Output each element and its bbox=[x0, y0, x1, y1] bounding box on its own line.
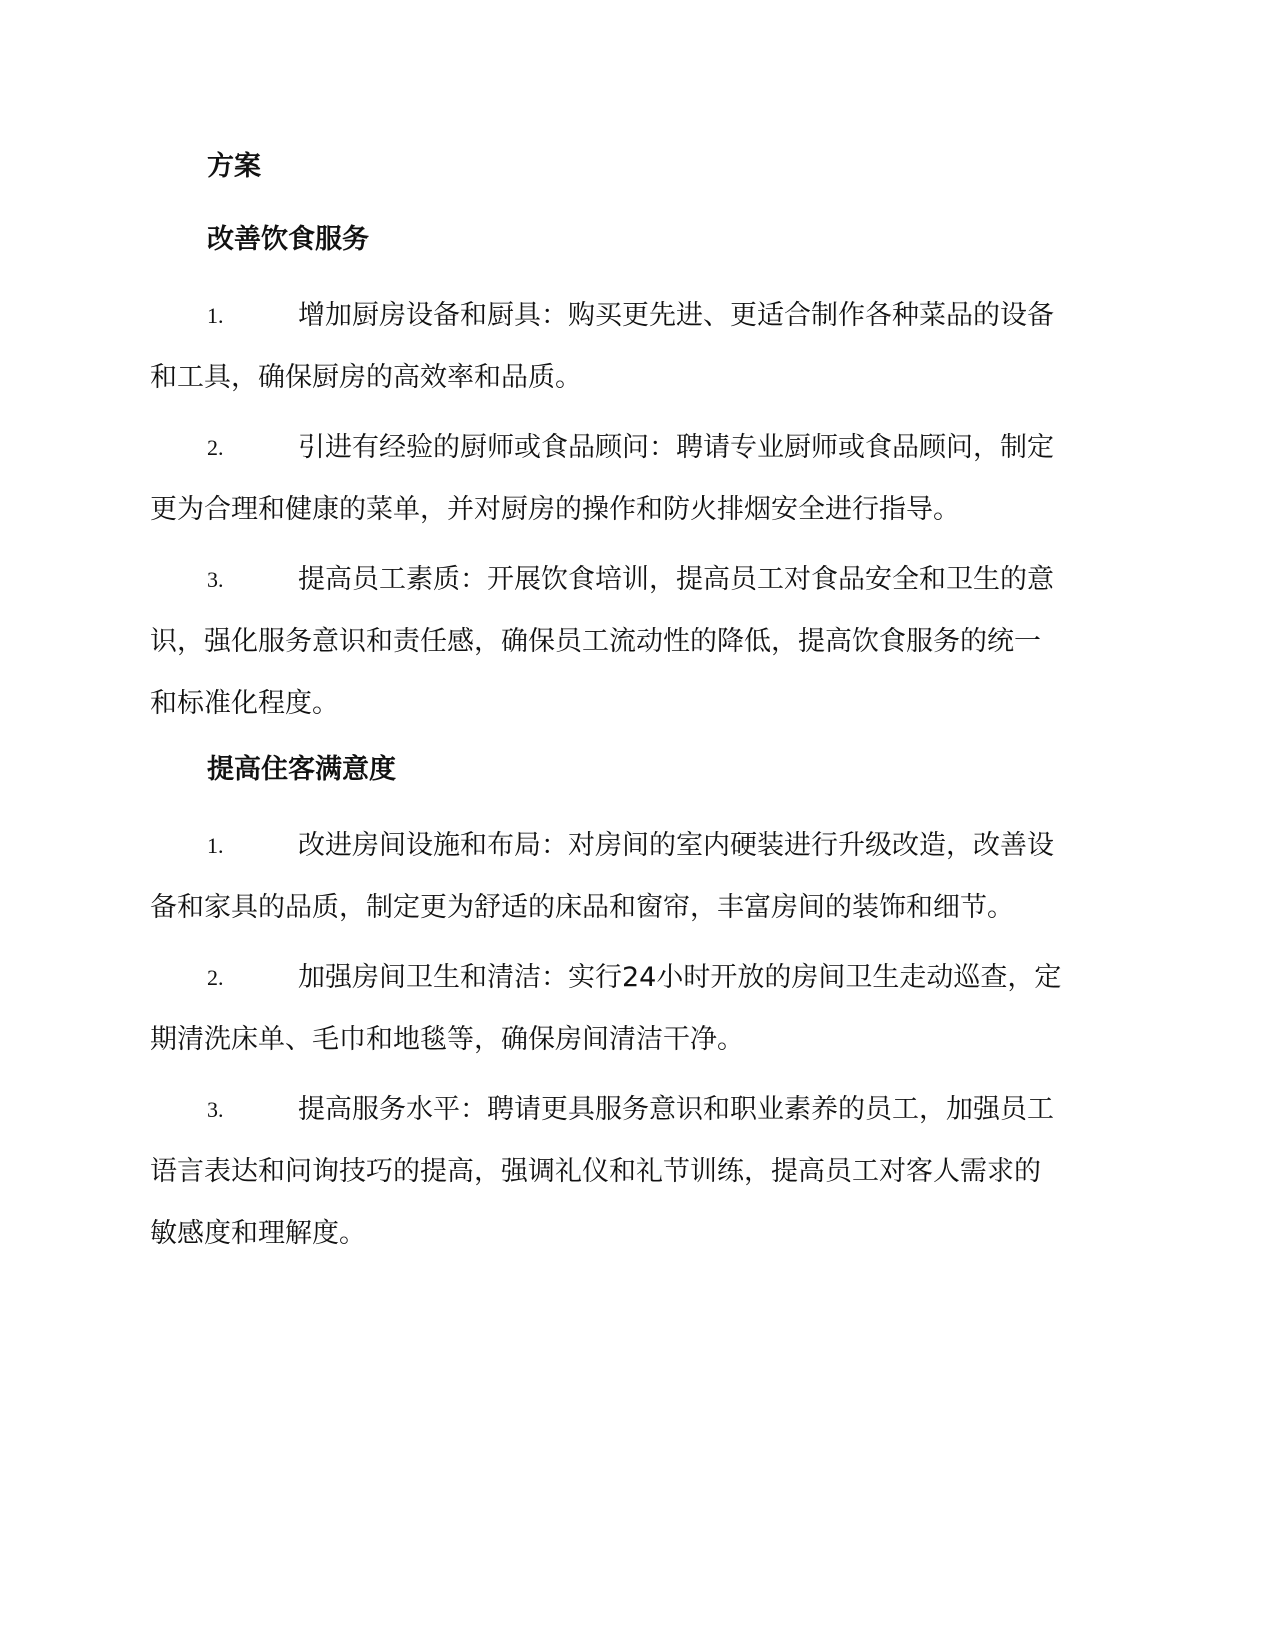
list-item-text-continued: 语言表达和问询技巧的提高，强调礼仪和礼节训练，提高员工对客人需求的 bbox=[150, 1156, 1041, 1187]
list-item-dining-3 bbox=[150, 549, 1120, 735]
list-item-text: 改进房间设施和布局：对房间的室内硬装进行升级改造，改善设 bbox=[298, 830, 1054, 861]
list-item-text: 引进有经验的厨师或食品顾问：聘请专业厨师或食品顾问，制定 bbox=[298, 432, 1054, 463]
list-item-text-continued: 更为合理和健康的菜单，并对厨房的操作和防火排烟安全进行指导。 bbox=[150, 494, 960, 525]
list-number: 3. bbox=[207, 1097, 224, 1122]
section-heading-guest-satisfaction: 提高住客满意度 bbox=[207, 754, 396, 785]
list-item-guest-3 bbox=[150, 1079, 1120, 1265]
list-number: 1. bbox=[207, 303, 224, 328]
list-item-text: 加强房间卫生和清洁：实行24小时开放的房间卫生走动巡查，定 bbox=[298, 962, 1062, 993]
list-item-text: 提高员工素质：开展饮食培训，提高员工对食品安全和卫生的意 bbox=[298, 564, 1054, 595]
list-item-text: 增加厨房设备和厨具：购买更先进、更适合制作各种菜品的设备 bbox=[298, 300, 1054, 331]
list-item-text-continued: 和工具，确保厨房的高效率和品质。 bbox=[150, 362, 582, 393]
list-item-text-continued: 敏感度和理解度。 bbox=[150, 1218, 366, 1249]
section-heading-dining: 改善饮食服务 bbox=[207, 224, 369, 255]
list-number: 2. bbox=[207, 435, 224, 460]
document-title: 方案 bbox=[207, 151, 261, 182]
list-number: 1. bbox=[207, 833, 224, 858]
list-item-dining-2 bbox=[150, 417, 1120, 541]
list-number: 2. bbox=[207, 965, 224, 990]
list-item-guest-2 bbox=[150, 947, 1120, 1071]
list-number: 3. bbox=[207, 567, 224, 592]
list-item-text-continued: 识，强化服务意识和责任感，确保员工流动性的降低，提高饮食服务的统一 bbox=[150, 626, 1041, 657]
list-item-text-continued: 期清洗床单、毛巾和地毯等，确保房间清洁干净。 bbox=[150, 1024, 744, 1055]
list-item-text: 提高服务水平：聘请更具服务意识和职业素养的员工，加强员工 bbox=[298, 1094, 1054, 1125]
list-item-text-continued: 和标准化程度。 bbox=[150, 688, 339, 719]
list-item-text-continued: 备和家具的品质，制定更为舒适的床品和窗帘，丰富房间的装饰和细节。 bbox=[150, 892, 1014, 923]
list-item-dining-1 bbox=[150, 285, 1120, 409]
list-item-guest-1 bbox=[150, 815, 1120, 939]
